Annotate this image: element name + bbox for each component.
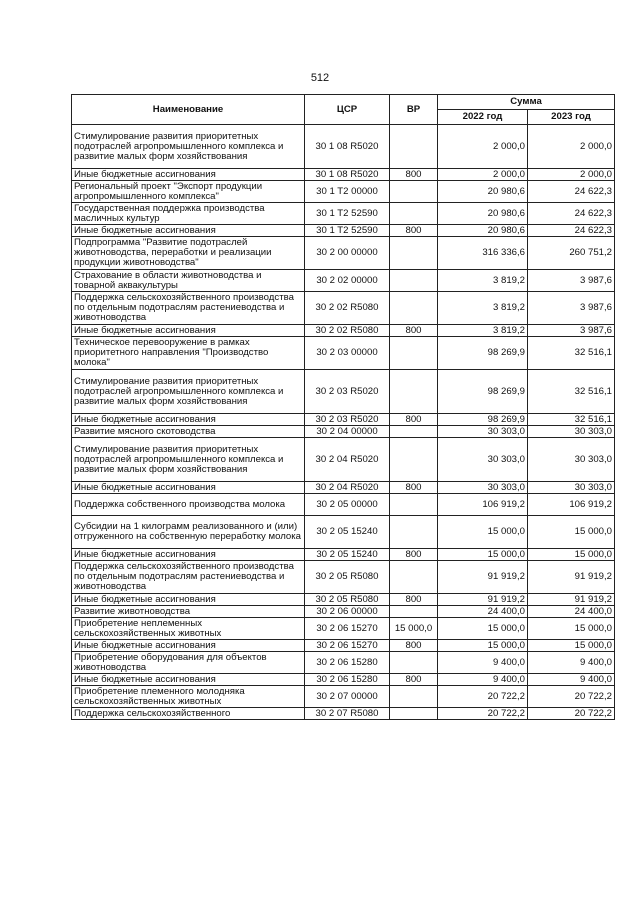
row-2023: 9 400,0 — [528, 674, 615, 686]
header-vr: ВР — [390, 95, 438, 125]
row-vr: 800 — [390, 674, 438, 686]
row-csr: 30 2 05 R5080 — [305, 561, 390, 594]
table-row — [72, 652, 615, 674]
row-vr — [390, 125, 438, 169]
table-row — [72, 169, 615, 181]
header-2023: 2023 год — [528, 110, 615, 125]
row-2022: 15 000,0 — [438, 549, 528, 561]
row-csr: 30 2 07 R5080 — [305, 708, 390, 720]
row-name: Иные бюджетные ассигнования — [72, 549, 305, 561]
row-vr: 800 — [390, 325, 438, 337]
row-name: Иные бюджетные ассигнования — [72, 674, 305, 686]
row-2022: 15 000,0 — [438, 516, 528, 549]
row-csr: 30 2 06 15270 — [305, 618, 390, 640]
row-csr: 30 2 05 15240 — [305, 516, 390, 549]
row-vr — [390, 237, 438, 270]
row-vr: 800 — [390, 169, 438, 181]
row-2023: 3 987,6 — [528, 325, 615, 337]
row-csr: 30 1 T2 00000 — [305, 181, 390, 203]
row-vr — [390, 652, 438, 674]
row-2023: 32 516,1 — [528, 414, 615, 426]
row-2022: 98 269,9 — [438, 414, 528, 426]
row-csr: 30 2 05 00000 — [305, 494, 390, 516]
row-name: Региональный проект "Экспорт продукции агропромышленного комплекса" — [72, 181, 305, 203]
row-csr: 30 1 08 R5020 — [305, 125, 390, 169]
row-vr: 15 000,0 — [390, 618, 438, 640]
row-csr: 30 2 06 15280 — [305, 674, 390, 686]
row-vr — [390, 203, 438, 225]
row-2022: 15 000,0 — [438, 640, 528, 652]
row-vr — [390, 561, 438, 594]
table-row — [72, 494, 615, 516]
table-row — [72, 414, 615, 426]
row-2023: 2 000,0 — [528, 125, 615, 169]
row-csr: 30 2 04 00000 — [305, 426, 390, 438]
row-2023: 30 303,0 — [528, 438, 615, 482]
row-vr — [390, 438, 438, 482]
budget-table — [71, 94, 615, 720]
row-2022: 3 819,2 — [438, 292, 528, 325]
table-row — [72, 337, 615, 370]
table-row — [72, 237, 615, 270]
row-2023: 3 987,6 — [528, 292, 615, 325]
row-csr: 30 2 00 00000 — [305, 237, 390, 270]
row-2022: 30 303,0 — [438, 438, 528, 482]
row-2022: 316 336,6 — [438, 237, 528, 270]
row-2022: 24 400,0 — [438, 606, 528, 618]
row-vr — [390, 606, 438, 618]
row-2023: 32 516,1 — [528, 370, 615, 414]
row-2023: 3 987,6 — [528, 270, 615, 292]
row-vr: 800 — [390, 594, 438, 606]
row-2023: 15 000,0 — [528, 618, 615, 640]
table-row — [72, 640, 615, 652]
row-name: Иные бюджетные ассигнования — [72, 594, 305, 606]
row-2022: 106 919,2 — [438, 494, 528, 516]
row-name: Субсидии на 1 килограмм реализованного и (или) отгруженного на собственную переработку молока — [72, 516, 305, 549]
row-2022: 91 919,2 — [438, 594, 528, 606]
table-row — [72, 325, 615, 337]
row-2023: 91 919,2 — [528, 561, 615, 594]
row-2022: 9 400,0 — [438, 652, 528, 674]
row-name: Иные бюджетные ассигнования — [72, 482, 305, 494]
table-row — [72, 482, 615, 494]
row-vr — [390, 181, 438, 203]
row-2023: 2 000,0 — [528, 169, 615, 181]
row-vr — [390, 337, 438, 370]
row-name: Развитие мясного скотоводства — [72, 426, 305, 438]
row-vr — [390, 292, 438, 325]
row-name: Поддержка сельскохозяйственного — [72, 708, 305, 720]
row-csr: 30 2 02 00000 — [305, 270, 390, 292]
row-name: Иные бюджетные ассигнования — [72, 414, 305, 426]
row-2023: 24 622,3 — [528, 181, 615, 203]
row-csr: 30 1 T2 52590 — [305, 225, 390, 237]
row-csr: 30 1 T2 52590 — [305, 203, 390, 225]
row-csr: 30 2 06 15280 — [305, 652, 390, 674]
row-name: Иные бюджетные ассигнования — [72, 640, 305, 652]
table-row — [72, 225, 615, 237]
table-row — [72, 203, 615, 225]
row-2023: 106 919,2 — [528, 494, 615, 516]
row-name: Иные бюджетные ассигнования — [72, 325, 305, 337]
row-name: Техническое перевооружение в рамках приоритетного направления "Производство молока" — [72, 337, 305, 370]
row-vr — [390, 516, 438, 549]
row-name: Подпрограмма "Развитие подотраслей животноводства, переработки и реализации продукции животноводства" — [72, 237, 305, 270]
row-name: Стимулирование развития приоритетных подотраслей агропромышленного комплекса и развитие малых форм хозяйствования — [72, 370, 305, 414]
row-vr — [390, 494, 438, 516]
table-row — [72, 426, 615, 438]
row-vr — [390, 426, 438, 438]
row-vr — [390, 270, 438, 292]
row-vr — [390, 370, 438, 414]
row-2023: 15 000,0 — [528, 549, 615, 561]
row-2022: 2 000,0 — [438, 169, 528, 181]
row-2022: 20 980,6 — [438, 225, 528, 237]
row-csr: 30 2 02 R5080 — [305, 292, 390, 325]
row-2023: 9 400,0 — [528, 652, 615, 674]
row-2023: 24 400,0 — [528, 606, 615, 618]
row-2023: 20 722,2 — [528, 686, 615, 708]
row-name: Стимулирование развития приоритетных подотраслей агропромышленного комплекса и развитие малых форм хозяйствования — [72, 438, 305, 482]
table-row — [72, 674, 615, 686]
row-vr: 800 — [390, 482, 438, 494]
row-csr: 30 2 07 00000 — [305, 686, 390, 708]
row-name: Поддержка сельскохозяйственного производства по отдельным подотраслям растениеводства и животноводства — [72, 561, 305, 594]
table-row — [72, 438, 615, 482]
row-csr: 30 2 03 R5020 — [305, 414, 390, 426]
row-csr: 30 2 04 R5020 — [305, 482, 390, 494]
table-row — [72, 292, 615, 325]
row-csr: 30 2 06 00000 — [305, 606, 390, 618]
table-row — [72, 370, 615, 414]
row-2022: 30 303,0 — [438, 482, 528, 494]
row-2023: 91 919,2 — [528, 594, 615, 606]
row-2022: 9 400,0 — [438, 674, 528, 686]
table-row — [72, 270, 615, 292]
header-name: Наименование — [72, 95, 305, 125]
table-row — [72, 561, 615, 594]
header-2022: 2022 год — [438, 110, 528, 125]
row-csr: 30 2 03 00000 — [305, 337, 390, 370]
row-name: Приобретение племенного молодняка сельскохозяйственных животных — [72, 686, 305, 708]
row-2022: 91 919,2 — [438, 561, 528, 594]
row-2022: 20 980,6 — [438, 181, 528, 203]
table-row — [72, 686, 615, 708]
table-row — [72, 606, 615, 618]
row-2022: 30 303,0 — [438, 426, 528, 438]
row-2023: 260 751,2 — [528, 237, 615, 270]
row-name: Стимулирование развития приоритетных подотраслей агропромышленного комплекса и развитие малых форм хозяйствования — [72, 125, 305, 169]
row-2023: 30 303,0 — [528, 426, 615, 438]
table-body — [72, 125, 615, 720]
row-2022: 3 819,2 — [438, 270, 528, 292]
row-2023: 32 516,1 — [528, 337, 615, 370]
row-name: Поддержка сельскохозяйственного производства по отдельным подотраслям растениеводства и животноводства — [72, 292, 305, 325]
row-name: Иные бюджетные ассигнования — [72, 169, 305, 181]
row-csr: 30 2 05 R5080 — [305, 594, 390, 606]
row-csr: 30 2 02 R5080 — [305, 325, 390, 337]
row-csr: 30 1 08 R5020 — [305, 169, 390, 181]
row-name: Развитие животноводства — [72, 606, 305, 618]
row-name: Приобретение неплеменных сельскохозяйственных животных — [72, 618, 305, 640]
row-2022: 20 722,2 — [438, 686, 528, 708]
table-row — [72, 618, 615, 640]
row-vr — [390, 686, 438, 708]
row-vr: 800 — [390, 225, 438, 237]
page-number: 512 — [310, 72, 330, 84]
row-name: Поддержка собственного производства молока — [72, 494, 305, 516]
row-2023: 15 000,0 — [528, 640, 615, 652]
table-row — [72, 708, 615, 720]
row-2022: 3 819,2 — [438, 325, 528, 337]
row-vr: 800 — [390, 549, 438, 561]
row-2022: 2 000,0 — [438, 125, 528, 169]
row-2022: 15 000,0 — [438, 618, 528, 640]
row-2023: 24 622,3 — [528, 225, 615, 237]
row-2022: 98 269,9 — [438, 370, 528, 414]
table-row — [72, 516, 615, 549]
row-2023: 24 622,3 — [528, 203, 615, 225]
row-vr: 800 — [390, 414, 438, 426]
row-name: Приобретение оборудования для объектов животноводства — [72, 652, 305, 674]
row-csr: 30 2 04 R5020 — [305, 438, 390, 482]
row-2023: 20 722,2 — [528, 708, 615, 720]
table-row — [72, 181, 615, 203]
row-vr: 800 — [390, 640, 438, 652]
row-2023: 15 000,0 — [528, 516, 615, 549]
row-csr: 30 2 06 15270 — [305, 640, 390, 652]
row-vr — [390, 708, 438, 720]
row-2022: 20 980,6 — [438, 203, 528, 225]
row-2023: 30 303,0 — [528, 482, 615, 494]
row-2022: 98 269,9 — [438, 337, 528, 370]
row-csr: 30 2 03 R5020 — [305, 370, 390, 414]
row-csr: 30 2 05 15240 — [305, 549, 390, 561]
header-csr: ЦСР — [305, 95, 390, 125]
row-name: Иные бюджетные ассигнования — [72, 225, 305, 237]
row-name: Страхование в области животноводства и товарной аквакультуры — [72, 270, 305, 292]
header-sum: Сумма — [438, 95, 615, 110]
row-name: Государственная поддержка производства масличных культур — [72, 203, 305, 225]
table-row — [72, 594, 615, 606]
row-2022: 20 722,2 — [438, 708, 528, 720]
table-row — [72, 549, 615, 561]
table-row — [72, 125, 615, 169]
